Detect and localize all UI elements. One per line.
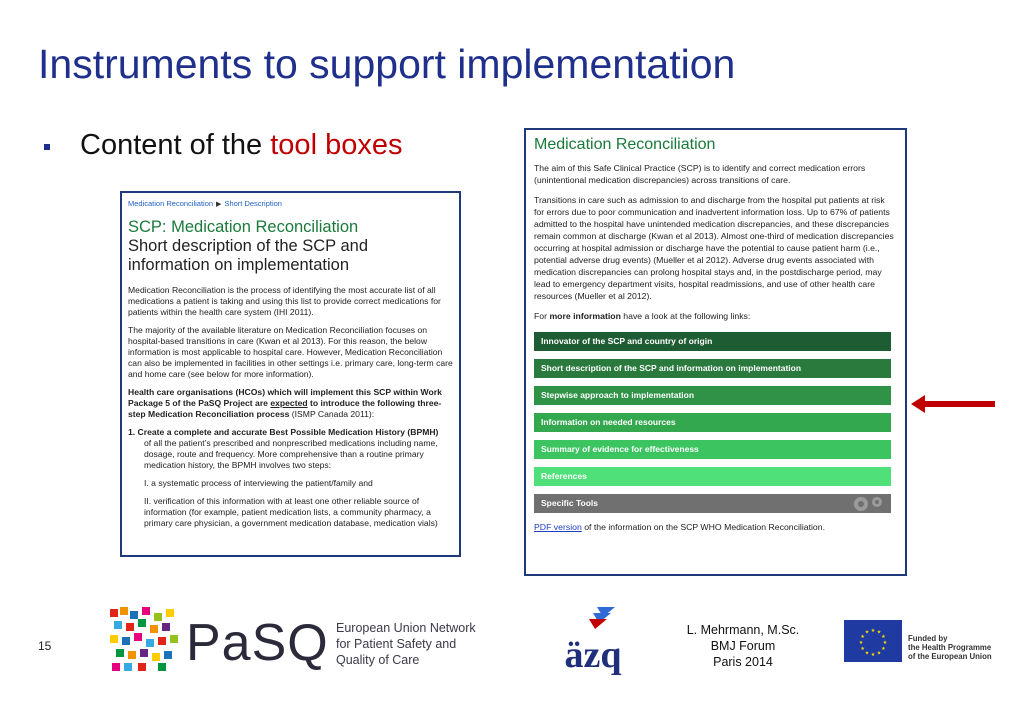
toolbox-link-label: References xyxy=(541,471,587,481)
toolbox-link-label: Information on needed resources xyxy=(541,417,676,427)
credit-place: Paris 2014 xyxy=(713,655,773,669)
azq-logo-text: äzq xyxy=(564,634,622,676)
pasq-tagline-line2: for Patient Safety and xyxy=(336,637,457,651)
panel-subtitle xyxy=(128,237,453,275)
pasq-mosaic-icon xyxy=(108,605,180,673)
step1-item-ii: II. verification of this information with at least one other reliable source of information (for example, patient medication lists, a community pharmacy, a primary care physician, a government medication database, medication vials) xyxy=(144,496,438,528)
paragraph-hco xyxy=(128,387,453,420)
eu-star-icon: ★ xyxy=(876,650,882,657)
eu-star-icon: ★ xyxy=(870,652,876,658)
eu-star-icon: ★ xyxy=(858,640,864,646)
toolbox-link-7[interactable] xyxy=(534,494,891,513)
eu-text-line1: Funded by xyxy=(908,634,948,643)
eu-text-line2: the Health Programme xyxy=(908,643,992,652)
eu-funding-text xyxy=(908,634,992,661)
eu-star-icon: ★ xyxy=(860,646,865,652)
step1-body: of all the patient’s prescribed and nonprescribed medications including name, dosage, route and frequency. More comprehensive than a routine primary medication history, the BPMH involves two steps: xyxy=(144,438,438,470)
pdf-suffix: of the information on the SCP WHO Medication Reconciliation. xyxy=(581,522,826,532)
panel-subtitle-line1: Short description of the SCP and xyxy=(128,237,369,255)
credit-author: L. Mehrmann, M.Sc. xyxy=(686,623,800,637)
left-arrow-icon xyxy=(911,393,997,415)
eu-star-icon: ★ xyxy=(881,634,886,640)
paragraph-definition: Medication Reconciliation is the process of identifying the most accurate list of all medications a patient is taking and using this list to provide correct medications for patients within the health care system (IHI 2011). xyxy=(128,285,441,317)
toolbox-title: Medication Reconciliation xyxy=(534,136,716,153)
page-number: 15 xyxy=(38,639,52,653)
links-suffix: have a look at the following links: xyxy=(620,311,751,321)
short-description-panel xyxy=(120,191,461,557)
eu-star-icon: ★ xyxy=(860,634,865,640)
eu-star-icon: ★ xyxy=(876,629,882,636)
hco-tail: (ISMP Canada 2011): xyxy=(289,409,375,419)
eu-star-icon: ★ xyxy=(870,628,876,634)
eu-star-icon: ★ xyxy=(864,650,870,657)
bullet-prefix: Content of the xyxy=(80,129,271,161)
toolbox-aim: The aim of this Safe Clinical Practice (SCP) is to identify and correct medication errors (unintentional medication discrepancies) across transitions of care. xyxy=(534,163,866,185)
toolbox-transitions: Transitions in care such as admission to and discharge from the hospital put patients at risk for errors due to poor communication and inadvertent information loss. Up to 67% of patients admitted to the hospital have unintended medication discrepancies, and these discrepancies remain common at discharge (Kwan et al 2013). Almost one-third of medication discrepancies occurring at hospital admission or discharge have the potential to cause patient harm (i.e., potential adverse drug events) (Mueller et al 2012). Adverse drug events associated with medication discrepancies can prolong hospital stays and, in the postdischarge period, may lead to emergency department visits, hospital readmissions, and use of other health care resources (Mueller et al 2012). xyxy=(534,195,894,301)
toolbox-link-list xyxy=(534,332,897,513)
pasq-tagline-line1: European Union Network xyxy=(336,621,476,635)
hco-underlined: expected xyxy=(270,398,308,408)
eu-flag-icon xyxy=(844,620,902,662)
hco-bold-a: Health care organisations (HCOs) which will implement this SCP within Work Package 5 of the PaSQ Project are xyxy=(128,387,442,408)
eu-text-line3: of the European Union xyxy=(908,652,992,661)
toolbox-link-2[interactable] xyxy=(534,359,891,378)
pasq-tagline xyxy=(336,620,476,668)
step1-heading: 1. Create a complete and accurate Best Possible Medication History (BPMH) xyxy=(128,427,439,437)
breadcrumb-item-short-description[interactable]: Short Description xyxy=(224,199,282,208)
toolbox-links-intro xyxy=(534,310,897,322)
hco-bold-b: to introduce the following three-step Medication Reconciliation process xyxy=(128,398,442,419)
gear-icon xyxy=(847,494,887,513)
step1-item-i: I. a systematic process of interviewing the patient/family and xyxy=(144,478,373,488)
toolbox-link-label: Innovator of the SCP and country of origin xyxy=(541,336,713,346)
toolbox-link-label: Stepwise approach to implementation xyxy=(541,390,695,400)
bullet-highlight: tool boxes xyxy=(270,129,403,161)
toolbox-panel xyxy=(524,128,907,576)
pdf-line xyxy=(534,521,897,533)
breadcrumb xyxy=(128,198,453,210)
breadcrumb-item-medication-reconciliation[interactable]: Medication Reconciliation xyxy=(128,199,214,208)
links-bold: more information xyxy=(549,311,621,321)
toolbox-link-5[interactable] xyxy=(534,440,891,459)
credit-block xyxy=(672,622,814,670)
panel-title: SCP: Medication Reconciliation xyxy=(128,218,359,236)
bullet-text xyxy=(80,130,402,162)
toolbox-link-1[interactable] xyxy=(534,332,891,351)
pdf-version-link[interactable]: PDF version xyxy=(534,522,582,532)
bullet-marker-icon xyxy=(44,144,50,150)
toolbox-link-label: Specific Tools xyxy=(541,498,598,508)
breadcrumb-separator-icon: ▶ xyxy=(216,201,222,208)
toolbox-link-label: Short description of the SCP and information on implementation xyxy=(541,363,802,373)
toolbox-link-label: Summary of evidence for effectiveness xyxy=(541,444,699,454)
links-prefix: For xyxy=(534,311,550,321)
eu-star-icon: ★ xyxy=(864,629,870,636)
eu-star-icon: ★ xyxy=(881,646,886,652)
toolbox-link-6[interactable] xyxy=(534,467,891,486)
pasq-tagline-line3: Quality of Care xyxy=(336,653,420,667)
azq-logo xyxy=(545,603,641,681)
slide-title: Instruments to support implementation xyxy=(38,41,736,87)
panel-subtitle-line2: information on implementation xyxy=(128,256,350,274)
toolbox-link-3[interactable] xyxy=(534,386,891,405)
credit-event: BMJ Forum xyxy=(710,639,776,653)
pasq-logo: PaSQ xyxy=(186,614,329,672)
eu-star-icon: ★ xyxy=(882,640,888,646)
toolbox-link-4[interactable] xyxy=(534,413,891,432)
paragraph-literature: The majority of the available literature on Medication Reconciliation focuses on hospital-based transitions in care (Kwan et al 2013). For this reason, the below information is most applicable to hospital care. However, Medication Reconciliation can also be implemented in facilities in other settings i.e. primary care, long-term care and home care (see below for more information). xyxy=(128,325,453,379)
